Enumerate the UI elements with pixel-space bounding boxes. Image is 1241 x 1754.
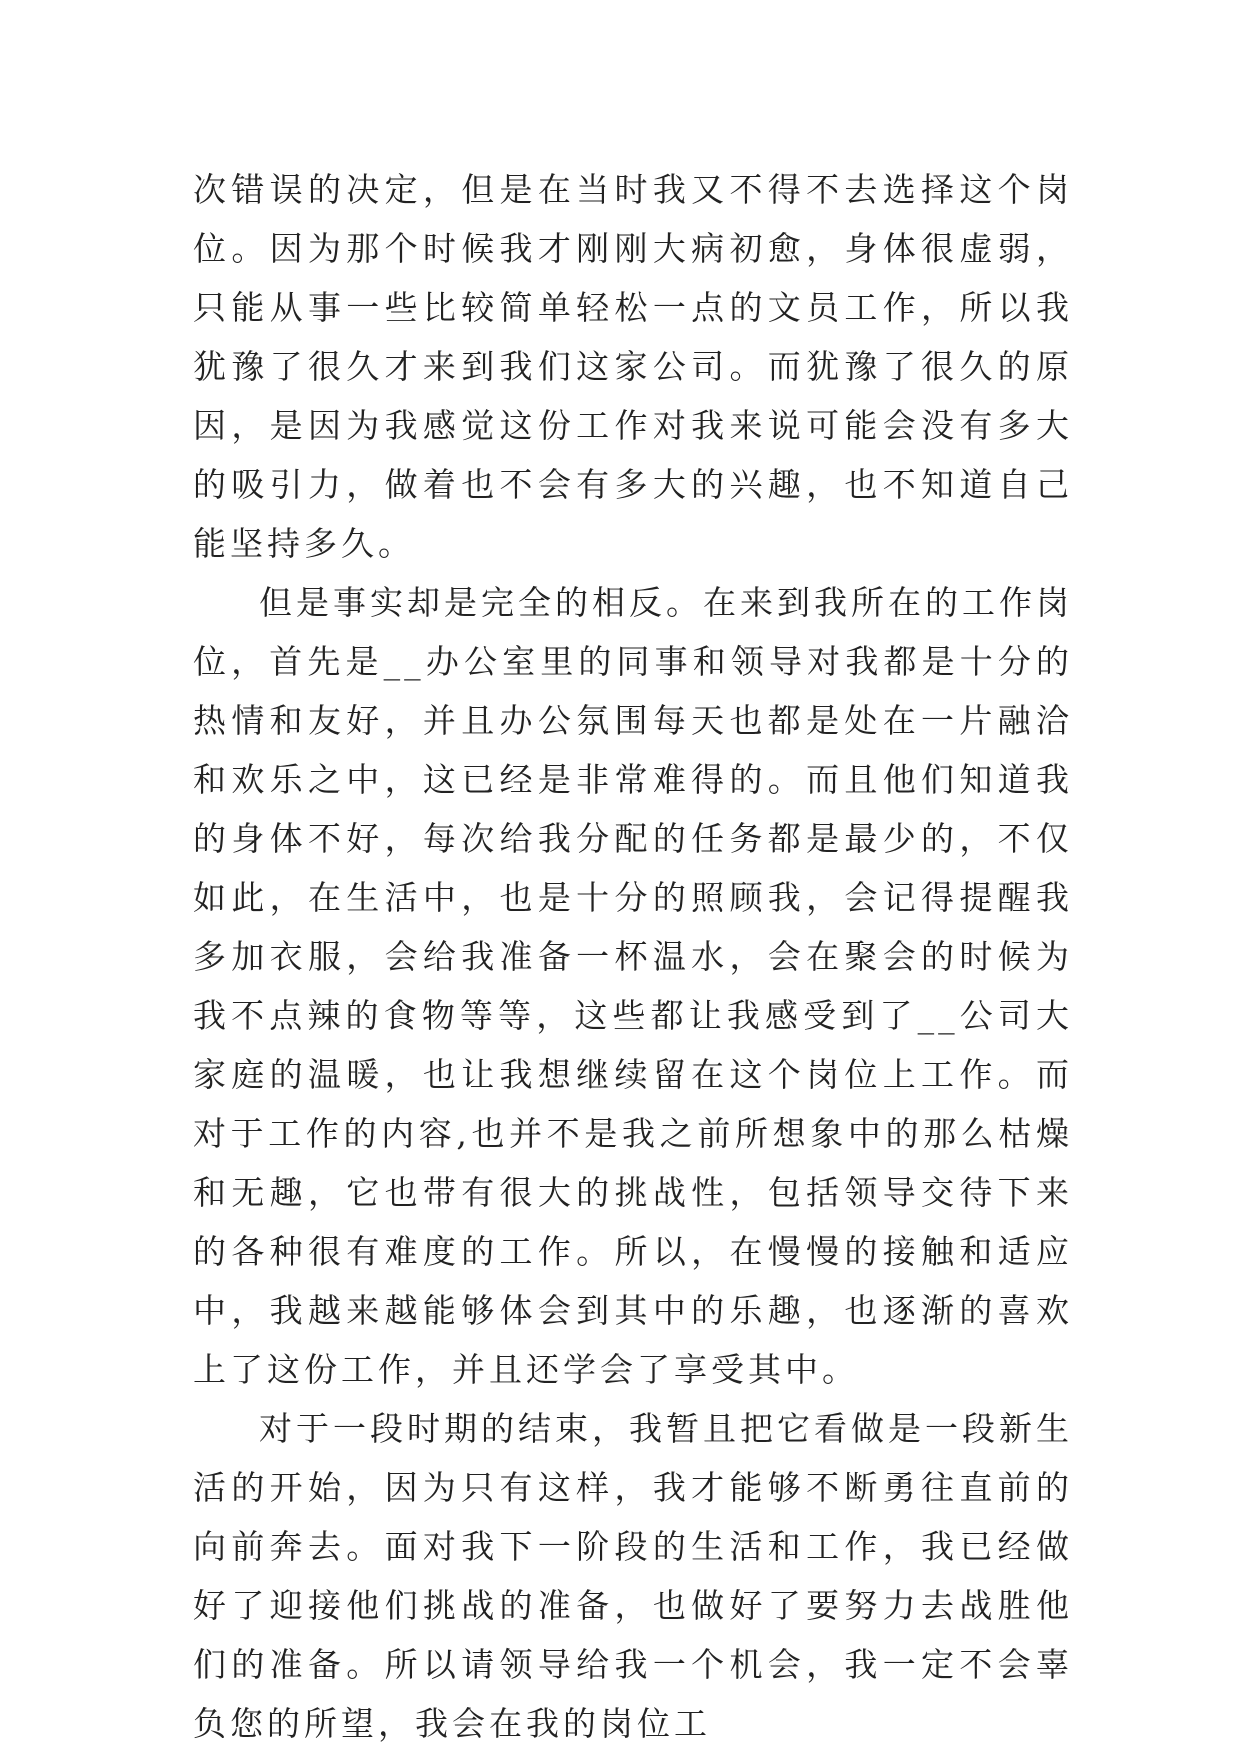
paragraph-opposite-reality: 但是事实却是完全的相反。在来到我所在的工作岗位，首先是__办公室里的同事和领导对我都是十分的热情和友好，并且办公氛围每天也都是处在一片融洽和欢乐之中，这已经是非常难得的。而且他们知道我的身体不好，每次给我分配的任务都是最少的，不仅如此，在生活中，也是十分的照顾我，会记得提醒我多加衣服，会给我准备一杯温水，会在聚会的时候为我不点辣的食物等等，这些都让我感受到了__公司大家庭的温暖，也让我想继续留在这个岗位上工作。而对于工作的内容,也并不是我之前所想象中的那么枯燥和无趣，它也带有很大的挑战性，包括领导交待下来的各种很有难度的工作。所以，在慢慢的接触和适应中，我越来越能够体会到其中的乐趣，也逐渐的喜欢上了这份工作，并且还学会了享受其中。 bbox=[193, 583, 1073, 1389]
document-body bbox=[193, 160, 1073, 1753]
paragraph-continuation: 次错误的决定，但是在当时我又不得不去选择这个岗位。因为那个时候我才刚刚大病初愈，身体很虚弱，只能从事一些比较简单轻松一点的文员工作，所以我犹豫了很久才来到我们这家公司。而犹豫了很久的原因，是因为我感觉这份工作对我来说可能会没有多大的吸引力，做着也不会有多大的兴趣，也不知道自己能坚持多久。 bbox=[193, 170, 1073, 563]
paragraph-new-beginning: 对于一段时期的结束，我暂且把它看做是一段新生活的开始，因为只有这样，我才能够不断勇往直前的向前奔去。面对我下一阶段的生活和工作，我已经做好了迎接他们挑战的准备，也做好了要努力去战胜他们的准备。所以请领导给我一个机会，我一定不会辜负您的所望，我会在我的岗位工 bbox=[193, 1409, 1073, 1743]
